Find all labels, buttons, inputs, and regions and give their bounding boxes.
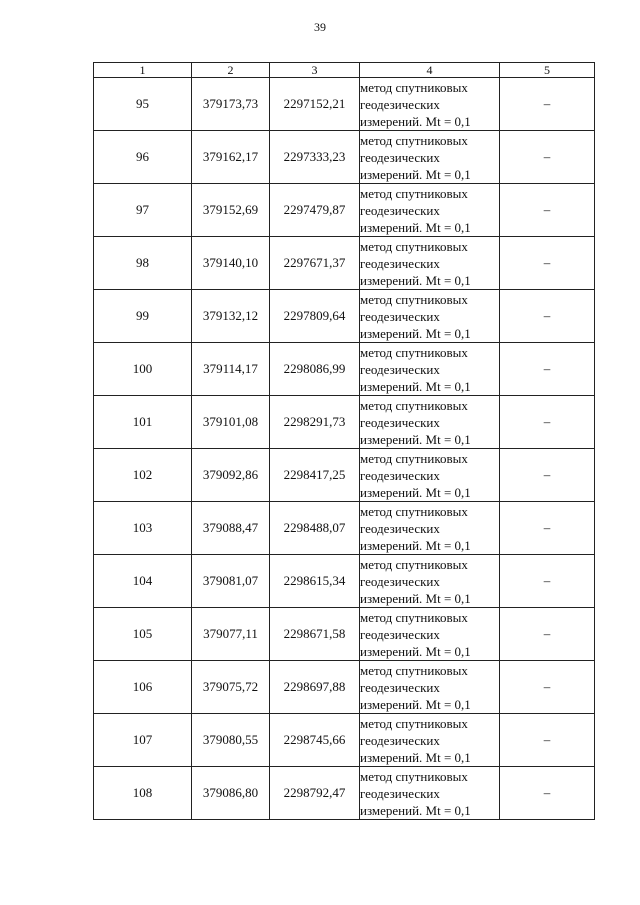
x-coordinate-cell: 379088,47 (192, 502, 270, 555)
table-row (94, 449, 595, 502)
method-line: измерений. Mt = 0,1 (360, 272, 471, 288)
method-line: метод спутниковых (360, 238, 468, 254)
y-coordinate-cell: 2297479,87 (270, 184, 360, 237)
y-coordinate-cell: 2298417,25 (270, 449, 360, 502)
method-line: измерений. Mt = 0,1 (360, 431, 471, 447)
method-line: геодезических (360, 414, 440, 430)
table-row (94, 396, 595, 449)
table-row (94, 661, 595, 714)
y-coordinate-cell: 2298086,99 (270, 343, 360, 396)
coordinates-table (93, 62, 595, 820)
note-cell: – (500, 714, 595, 767)
x-coordinate-cell: 379092,86 (192, 449, 270, 502)
method-line: метод спутниковых (360, 503, 468, 519)
point-number-cell: 106 (94, 661, 192, 714)
method-line: геодезических (360, 573, 440, 589)
table-row (94, 343, 595, 396)
method-line: метод спутниковых (360, 291, 468, 307)
point-number-cell: 103 (94, 502, 192, 555)
note-cell: – (500, 78, 595, 131)
method-line: метод спутниковых (360, 662, 468, 678)
note-cell: – (500, 343, 595, 396)
x-coordinate-cell: 379114,17 (192, 343, 270, 396)
note-cell: – (500, 290, 595, 343)
method-cell (360, 661, 500, 714)
method-line: измерений. Mt = 0,1 (360, 643, 471, 659)
y-coordinate-cell: 2298697,88 (270, 661, 360, 714)
method-line: метод спутниковых (360, 397, 468, 413)
note-cell: – (500, 661, 595, 714)
method-line: метод спутниковых (360, 556, 468, 572)
method-line: метод спутниковых (360, 715, 468, 731)
y-coordinate-cell: 2297333,23 (270, 131, 360, 184)
method-line: метод спутниковых (360, 450, 468, 466)
point-number-cell: 95 (94, 78, 192, 131)
method-line: метод спутниковых (360, 79, 468, 95)
method-line: измерений. Mt = 0,1 (360, 484, 471, 500)
column-header-method: 4 (360, 63, 500, 78)
note-cell: – (500, 237, 595, 290)
table-row (94, 184, 595, 237)
column-header-note: 5 (500, 63, 595, 78)
method-line: геодезических (360, 626, 440, 642)
x-coordinate-cell: 379101,08 (192, 396, 270, 449)
note-cell: – (500, 502, 595, 555)
method-line: измерений. Mt = 0,1 (360, 166, 471, 182)
x-coordinate-cell: 379173,73 (192, 78, 270, 131)
table-row (94, 502, 595, 555)
x-coordinate-cell: 379162,17 (192, 131, 270, 184)
table-body (94, 78, 595, 820)
page-number: 39 (314, 20, 326, 34)
method-cell (360, 502, 500, 555)
method-line: измерений. Mt = 0,1 (360, 113, 471, 129)
point-number-cell: 102 (94, 449, 192, 502)
method-cell (360, 343, 500, 396)
method-line: геодезических (360, 149, 440, 165)
method-line: измерений. Mt = 0,1 (360, 219, 471, 235)
method-line: метод спутниковых (360, 132, 468, 148)
x-coordinate-cell: 379081,07 (192, 555, 270, 608)
method-line: геодезических (360, 255, 440, 271)
point-number-cell: 107 (94, 714, 192, 767)
point-number-cell: 99 (94, 290, 192, 343)
note-cell: – (500, 555, 595, 608)
method-line: измерений. Mt = 0,1 (360, 802, 471, 818)
x-coordinate-cell: 379140,10 (192, 237, 270, 290)
y-coordinate-cell: 2298488,07 (270, 502, 360, 555)
method-cell (360, 131, 500, 184)
method-line: геодезических (360, 520, 440, 536)
x-coordinate-cell: 379132,12 (192, 290, 270, 343)
method-cell (360, 767, 500, 820)
y-coordinate-cell: 2297671,37 (270, 237, 360, 290)
method-line: измерений. Mt = 0,1 (360, 325, 471, 341)
method-line: метод спутниковых (360, 609, 468, 625)
method-line: измерений. Mt = 0,1 (360, 378, 471, 394)
method-line: геодезических (360, 202, 440, 218)
table-header-row (94, 63, 595, 78)
method-line: метод спутниковых (360, 185, 468, 201)
column-header-x: 2 (192, 63, 270, 78)
note-cell: – (500, 396, 595, 449)
table-row (94, 131, 595, 184)
note-cell: – (500, 131, 595, 184)
point-number-cell: 104 (94, 555, 192, 608)
y-coordinate-cell: 2298792,47 (270, 767, 360, 820)
method-line: измерений. Mt = 0,1 (360, 749, 471, 765)
column-header-point-number: 1 (94, 63, 192, 78)
table-row (94, 555, 595, 608)
column-header-y: 3 (270, 63, 360, 78)
method-line: геодезических (360, 785, 440, 801)
table-row (94, 608, 595, 661)
note-cell: – (500, 767, 595, 820)
method-line: метод спутниковых (360, 768, 468, 784)
method-cell (360, 449, 500, 502)
point-number-cell: 105 (94, 608, 192, 661)
x-coordinate-cell: 379075,72 (192, 661, 270, 714)
method-line: измерений. Mt = 0,1 (360, 590, 471, 606)
method-cell (360, 78, 500, 131)
y-coordinate-cell: 2298615,34 (270, 555, 360, 608)
y-coordinate-cell: 2298671,58 (270, 608, 360, 661)
method-line: геодезических (360, 96, 440, 112)
note-cell: – (500, 449, 595, 502)
y-coordinate-cell: 2297809,64 (270, 290, 360, 343)
method-cell (360, 608, 500, 661)
note-cell: – (500, 184, 595, 237)
x-coordinate-cell: 379080,55 (192, 714, 270, 767)
point-number-cell: 96 (94, 131, 192, 184)
x-coordinate-cell: 379086,80 (192, 767, 270, 820)
y-coordinate-cell: 2298291,73 (270, 396, 360, 449)
method-line: геодезических (360, 679, 440, 695)
method-cell (360, 396, 500, 449)
table-row (94, 237, 595, 290)
method-line: метод спутниковых (360, 344, 468, 360)
method-line: измерений. Mt = 0,1 (360, 537, 471, 553)
x-coordinate-cell: 379152,69 (192, 184, 270, 237)
point-number-cell: 108 (94, 767, 192, 820)
y-coordinate-cell: 2297152,21 (270, 78, 360, 131)
x-coordinate-cell: 379077,11 (192, 608, 270, 661)
point-number-cell: 98 (94, 237, 192, 290)
table-row (94, 714, 595, 767)
method-cell (360, 184, 500, 237)
y-coordinate-cell: 2298745,66 (270, 714, 360, 767)
method-line: геодезических (360, 361, 440, 377)
method-cell (360, 555, 500, 608)
method-cell (360, 290, 500, 343)
method-cell (360, 714, 500, 767)
method-line: геодезических (360, 467, 440, 483)
method-line: геодезических (360, 308, 440, 324)
table-row (94, 767, 595, 820)
method-line: измерений. Mt = 0,1 (360, 696, 471, 712)
table-row (94, 78, 595, 131)
method-cell (360, 237, 500, 290)
note-cell: – (500, 608, 595, 661)
table-row (94, 290, 595, 343)
point-number-cell: 100 (94, 343, 192, 396)
point-number-cell: 101 (94, 396, 192, 449)
point-number-cell: 97 (94, 184, 192, 237)
method-line: геодезических (360, 732, 440, 748)
